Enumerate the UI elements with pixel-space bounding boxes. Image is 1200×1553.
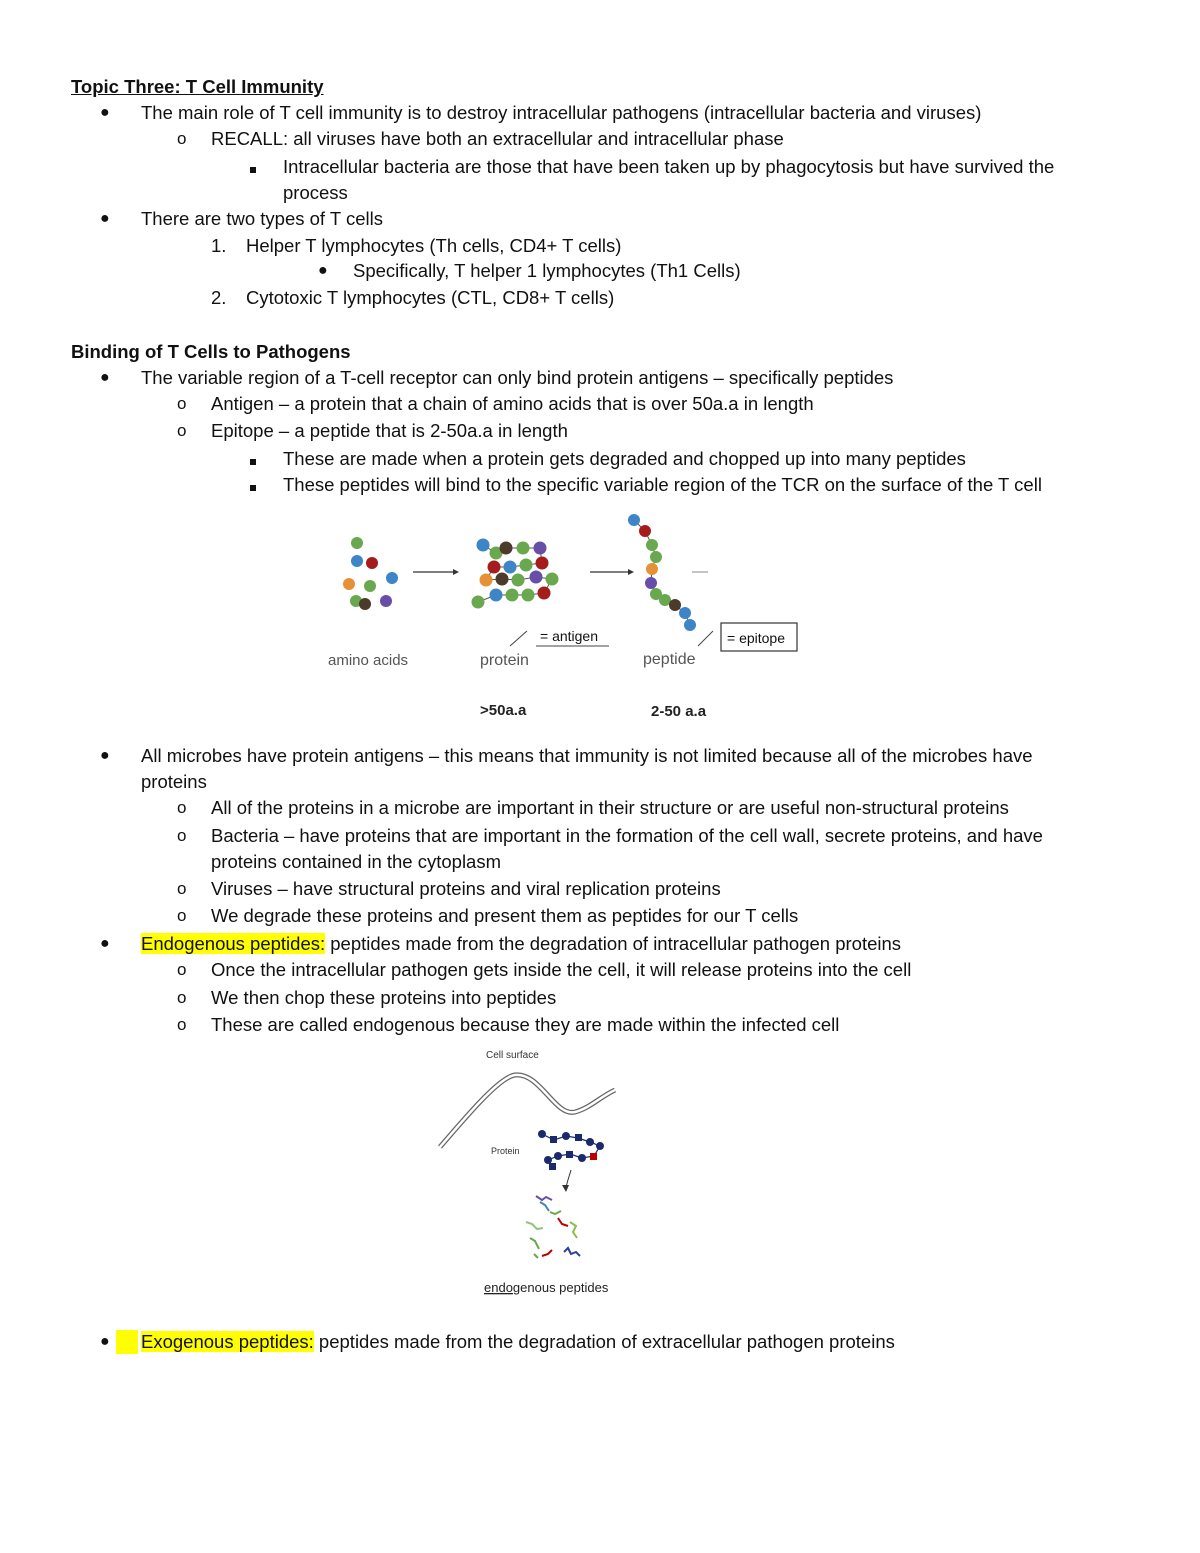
circle-bullet-icon: o [177, 394, 187, 413]
circle-bullet-icon: o [177, 129, 187, 148]
circle-bullet-icon: o [177, 826, 187, 845]
text-epitope: Epitope – a peptide that is 2-50a.a in length [211, 420, 568, 441]
label-over-50aa: >50a.a [480, 702, 527, 719]
bullet-icon: ● [100, 369, 110, 386]
highlight-spacer [116, 1330, 138, 1354]
figure-endogenous-peptides [430, 1042, 690, 1302]
text-once-inside: Once the intracellular pathogen gets inside the cell, it will release proteins into the cell [211, 959, 912, 980]
text-chop: We then chop these proteins into peptides [211, 987, 557, 1008]
circle-bullet-icon: o [177, 960, 187, 979]
text-bind-tcr: These peptides will bind to the specific variable region of the TCR on the surface of the T cell [283, 474, 1042, 495]
pointer-line [698, 631, 713, 646]
circle-bullet-icon: o [177, 906, 187, 925]
circle-bullet-icon: o [177, 798, 187, 817]
bullet-icon: ● [100, 935, 110, 952]
text-main-role: The main role of T cell immunity is to destroy intracellular pathogens (intracellular bacteria and viruses) [141, 102, 982, 123]
section-title-binding: Binding of T Cells to Pathogens [71, 341, 351, 362]
text-viruses: Viruses – have structural proteins and viral replication proteins [211, 878, 721, 899]
circle-bullet-icon: o [177, 988, 187, 1007]
text-bacteria-1: Bacteria – have proteins that are important in the formation of the cell wall, secrete proteins, and have [211, 825, 1043, 846]
arrow-right-icon [590, 569, 634, 575]
label-amino-acids: amino acids [328, 652, 409, 669]
square-bullet-icon [250, 155, 256, 179]
label-endo-rest: genous peptides [512, 1280, 609, 1295]
arrow-right-icon [413, 569, 459, 575]
protein-structure-icon [538, 1130, 604, 1170]
section-title-t-cell-immunity: Topic Three: T Cell Immunity [71, 76, 324, 97]
arrow-down-icon [562, 1170, 571, 1192]
exogenous-definition: peptides made from the degradation of extracellular pathogen proteins [313, 1331, 895, 1352]
label-protein: protein [480, 652, 529, 669]
text-recall: RECALL: all viruses have both an extracellular and intracellular phase [211, 128, 784, 149]
text-made-when: These are made when a protein gets degraded and chopped up into many peptides [283, 448, 966, 469]
text-intracellular-bacteria-1: Intracellular bacteria are those that have been taken up by phagocytosis but have survived the [283, 156, 1055, 177]
text-intracellular-bacteria-2: process [283, 182, 348, 203]
square-bullet-icon [250, 447, 256, 471]
text-bacteria-2: proteins contained in the cytoplasm [211, 851, 502, 872]
label-cell-surface: Cell surface [486, 1050, 539, 1061]
bullet-icon: ● [100, 1333, 110, 1350]
bullet-icon: ● [318, 262, 328, 279]
pointer-line [510, 631, 527, 646]
list-number: 1. [211, 235, 227, 256]
label-endo-underlined: endo [484, 1280, 513, 1295]
peptide-chain-icon [628, 514, 696, 631]
label-2-50aa: 2-50 a.a [651, 703, 707, 720]
bullet-icon: ● [100, 104, 110, 121]
text-th1: Specifically, T helper 1 lymphocytes (Th1 Cells) [353, 260, 741, 281]
text-all-microbes-1: All microbes have protein antigens – this means that immunity is not limited because all of the microbes have [141, 745, 1033, 766]
square-bullet-icon [250, 473, 256, 497]
text-variable-region: The variable region of a T-cell receptor can only bind protein antigens – specifically peptides [141, 367, 894, 388]
label-antigen: = antigen [540, 628, 598, 644]
bullet-icon: ● [100, 210, 110, 227]
endogenous-definition: peptides made from the degradation of intracellular pathogen proteins [325, 933, 902, 954]
label-epitope: = epitope [727, 630, 785, 646]
text-two-types: There are two types of T cells [141, 208, 383, 229]
text-all-microbes-2: proteins [141, 771, 207, 792]
cell-surface-membrane [440, 1075, 615, 1147]
amino-acids-icon [343, 537, 398, 610]
label-peptide: peptide [643, 651, 696, 668]
circle-bullet-icon: o [177, 879, 187, 898]
circle-bullet-icon: o [177, 421, 187, 440]
label-endogenous-peptides [484, 1280, 609, 1295]
text-antigen: Antigen – a protein that a chain of amino acids that is over 50a.a in length [211, 393, 814, 414]
text-helper-t: Helper T lymphocytes (Th cells, CD4+ T cells) [246, 235, 622, 256]
protein-cluster-icon [472, 539, 559, 609]
text-cytotoxic-t: Cytotoxic T lymphocytes (CTL, CD8+ T cells) [246, 287, 615, 308]
figure-amino-protein-peptide [300, 505, 820, 725]
circle-bullet-icon: o [177, 1015, 187, 1034]
text-degrade: We degrade these proteins and present them as peptides for our T cells [211, 905, 799, 926]
text-all-proteins: All of the proteins in a microbe are important in their structure or are useful non-structural proteins [211, 797, 1009, 818]
highlight-exogenous-term: Exogenous peptides: [141, 1331, 314, 1352]
text-endogenous [141, 932, 901, 956]
highlight-endogenous-term: Endogenous peptides: [141, 933, 326, 954]
list-number: 2. [211, 287, 227, 308]
text-called-endogenous: These are called endogenous because they are made within the infected cell [211, 1014, 840, 1035]
peptide-fragments-icon [526, 1196, 580, 1258]
label-protein-fig2: Protein [491, 1146, 520, 1156]
text-exogenous [141, 1330, 895, 1354]
bullet-icon: ● [100, 747, 110, 764]
